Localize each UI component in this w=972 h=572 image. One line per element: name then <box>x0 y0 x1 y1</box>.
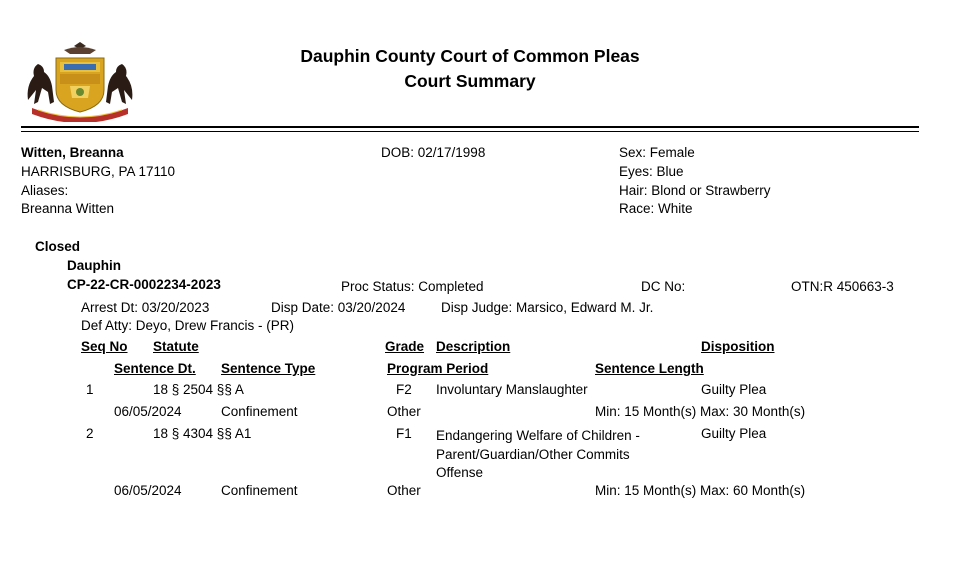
sentence-date: 06/05/2024 <box>114 483 182 498</box>
report-title: Court Summary <box>404 71 536 91</box>
header-program-period: Program Period <box>387 361 489 376</box>
county: Dauphin <box>67 258 121 273</box>
charge-seq: 2 <box>86 426 94 441</box>
otn: OTN:R 450663-3 <box>791 279 894 294</box>
race: Race: White <box>619 201 693 216</box>
charge-grade: F1 <box>396 426 412 441</box>
header-divider-top <box>21 126 919 128</box>
disposition-date: Disp Date: 03/20/2024 <box>271 300 406 315</box>
charge-seq: 1 <box>86 382 94 397</box>
charge-description-line-2: Parent/Guardian/Other Commits <box>436 447 630 462</box>
sentence-length: Min: 15 Month(s) Max: 60 Month(s) <box>595 483 806 498</box>
arrest-date: Arrest Dt: 03/20/2023 <box>81 300 210 315</box>
docket-number: CP-22-CR-0002234-2023 <box>67 277 221 292</box>
dob: DOB: 02/17/1998 <box>381 145 486 160</box>
disposition-judge: Disp Judge: Marsico, Edward M. Jr. <box>441 300 654 315</box>
charge-disposition: Guilty Plea <box>701 382 767 397</box>
sentence-type: Confinement <box>221 483 298 498</box>
eye-color: Eyes: Blue <box>619 164 684 179</box>
defense-attorney: Def Atty: Deyo, Drew Francis - (PR) <box>81 318 295 333</box>
sentence-date: 06/05/2024 <box>114 404 182 419</box>
charge-description-line-3: Offense <box>436 465 484 480</box>
pennsylvania-seal-logo <box>24 42 136 122</box>
defendant-name: Witten, Breanna <box>21 145 124 160</box>
program-period: Other <box>387 483 421 498</box>
sentence-type: Confinement <box>221 404 298 419</box>
header-seq-no: Seq No <box>81 339 128 354</box>
charge-disposition: Guilty Plea <box>701 426 767 441</box>
alias-value: Breanna Witten <box>21 201 115 216</box>
header-divider-bottom <box>21 131 919 132</box>
proc-status: Proc Status: Completed <box>341 279 484 294</box>
sex: Sex: Female <box>619 145 695 160</box>
header-disposition: Disposition <box>701 339 775 354</box>
sentence-length: Min: 15 Month(s) Max: 30 Month(s) <box>595 404 806 419</box>
court-name: Dauphin County Court of Common Pleas <box>300 46 640 66</box>
charge-description-line-1: Endangering Welfare of Children - <box>436 428 640 443</box>
aliases-label: Aliases: <box>21 183 69 198</box>
hair-color: Hair: Blond or Strawberry <box>619 183 771 198</box>
defendant-address: HARRISBURG, PA 17110 <box>21 164 176 179</box>
charge-statute: 18 § 2504 §§ A <box>153 382 244 397</box>
header-sentence-type: Sentence Type <box>221 361 316 376</box>
header-sentence-length: Sentence Length <box>595 361 704 376</box>
header-sentence-dt: Sentence Dt. <box>114 361 196 376</box>
header-grade: Grade <box>385 339 425 354</box>
program-period: Other <box>387 404 421 419</box>
charge-grade: F2 <box>396 382 412 397</box>
case-status-group: Closed <box>35 239 81 254</box>
header-statute: Statute <box>153 339 199 354</box>
dc-number: DC No: <box>641 279 686 294</box>
charge-description: Involuntary Manslaughter <box>436 382 588 397</box>
charge-statute: 18 § 4304 §§ A1 <box>153 426 252 441</box>
header-description: Description <box>436 339 511 354</box>
